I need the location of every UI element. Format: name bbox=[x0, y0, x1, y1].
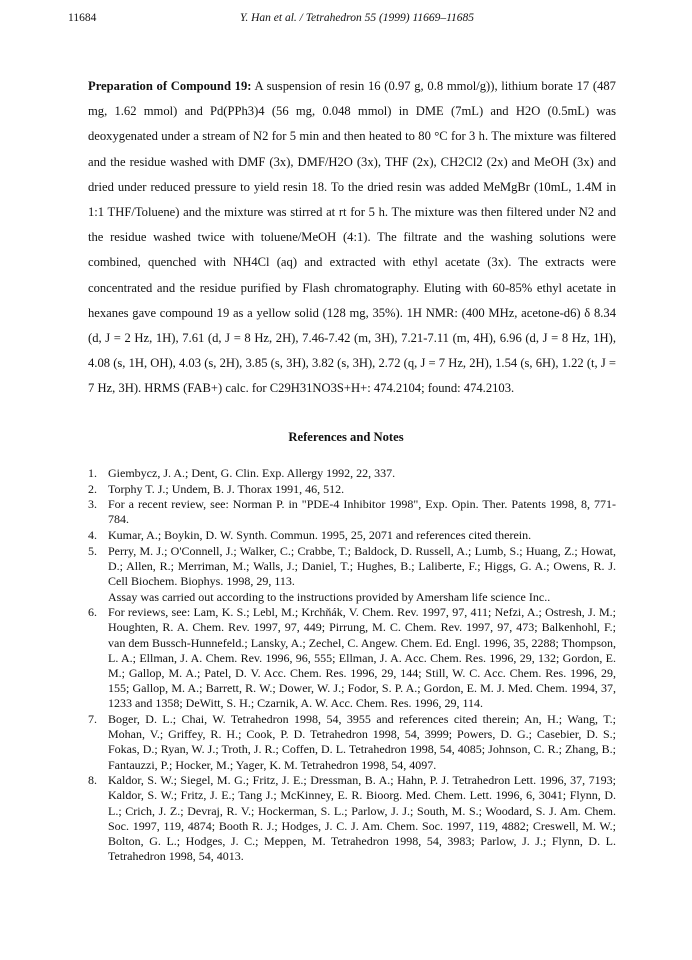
reference-text: Kaldor, S. W.; Siegel, M. G.; Fritz, J. E.; Dressman, B. A.; Hahn, P. J. Tetrahedron Lett. 1996, 37, 7193; Kaldor, S. W.; Fritz, J. E.; Tang J.; McKinney, E. R. Bioorg. Med. Chem. Lett. 1996, 6, 3041; Flynn, D. L.; Crich, J. Z.; Devraj, R. V.; Hockerman, S. L.; Parlow, J. J.; South, M. S.; Woodard, S. J. Am. Chem. Soc. 1997, 119, 4874; Booth R. J.; Hodges, J. C. J. Am. Chem. Soc. 1997, 119, 4882; Creswell, M. W.; Bolton, G. L.; Hodges, J. C.; Meppen, M. Tetrahedron 1998, 54, 3983; Parlow, J. J.; Flynn, D. L. Tetrahedron 1998, 54, 4013. bbox=[108, 773, 616, 864]
reference-text: Kumar, A.; Boykin, D. W. Synth. Commun. 1995, 25, 2071 and references cited therein. bbox=[108, 527, 532, 542]
reference-number: 6. bbox=[88, 605, 97, 620]
reference-item bbox=[88, 773, 616, 864]
journal-citation: Y. Han et al. / Tetrahedron 55 (1999) 11669–11685 bbox=[240, 12, 475, 24]
reference-number: 4. bbox=[88, 527, 97, 542]
reference-text: For a recent review, see: Norman P. in "PDE-4 Inhibitor 1998", Exp. Opin. Ther. Patents 1998, 8, 771-784. bbox=[108, 497, 616, 527]
reference-text: Giembycz, J. A.; Dent, G. Clin. Exp. Allergy 1992, 22, 337. bbox=[108, 466, 396, 480]
reference-item bbox=[88, 712, 616, 773]
references-heading: References and Notes bbox=[288, 430, 404, 444]
reference-number: 8. bbox=[88, 773, 97, 788]
reference-item bbox=[88, 482, 616, 497]
reference-number: 5. bbox=[88, 543, 97, 558]
reference-text: For reviews, see: Lam, K. S.; Lebl, M.; Krchňák, V. Chem. Rev. 1997, 97, 411; Nefzi, A.; Ostresh, J. M.; Houghten, R. A. Chem. Rev. 1997, 97, 449; Pirrung, M. C. Chem. Rev. 1997, 97, 473; Balkenhohl, F.; van dem Bussch-Hunnefeld.; Lansky, A.; Zechel, C. Angew. Chem. Ed. Engl. 1996, 35, 2288; Thompson, L. A.; Ellman, J. A. Chem. Rev. 1996, 96, 555; Ellman, J. A. Acc. Chem. Res. 1996, 29, 132; Gordon, E. M.; Gallop, M. A.; Patel, D. V. Acc. Chem. Res. 1996, 29, 144; Still, W. C. Acc. Chem. Res. 1996, 29, 155; Gallop, M. A.; Barrett, R. W.; Dower, W. J.; Fodor, S. P. A.; Gordon, E. M. J. Med. Chem. 1994, 37, 1233 and 1358; DeWitt, S. H.; Czarnik, A. W. Acc. Chem. Res. 1996, 29, 114. bbox=[108, 605, 616, 711]
procedure-paragraph bbox=[88, 74, 616, 402]
page-number: 11684 bbox=[68, 12, 97, 24]
reference-item bbox=[88, 466, 616, 481]
reference-number: 7. bbox=[88, 711, 97, 726]
procedure-heading: Preparation of Compound 19: bbox=[88, 79, 252, 93]
reference-item bbox=[88, 497, 616, 527]
running-head bbox=[68, 12, 634, 28]
reference-text: Torphy T. J.; Undem, B. J. Thorax 1991, 46, 512. bbox=[108, 481, 345, 496]
reference-note: Assay was carried out according to the instructions provided by Amersham life science Inc.. bbox=[108, 589, 551, 604]
reference-text: Boger, D. L.; Chai, W. Tetrahedron 1998, 54, 3955 and references cited therein; An, H.; Wang, T.; Mohan, V.; Griffey, R. H.; Cook, P. D. Tetrahedron 1998, 54, 3999; Powers, D. G.; Casebier, D. S.; Fokas, D.; Ryan, W. J.; Troth, J. R.; Coffen, D. L. Tetrahedron 1998, 54, 4085; Johnson, C. R.; Zhang, B.; Fantauzzi, P.; Hocker, M.; Yager, K. M. Tetrahedron 1998, 54, 4097. bbox=[108, 711, 616, 772]
procedure-text: A suspension of resin 16 (0.97 g, 0.8 mmol/g)), lithium borate 17 (487 mg, 1.62 mmol) and Pd(PPh3)4 (56 mg, 0.048 mmol) in DME (7mL) and H2O (0.5mL) was deoxygenated under a stream of N2 for 5 min and then heated to 80 °C for 3 h. The mixture was filtered and the residue washed with DMF (3x), DMF/H2O (3x), THF (2x), CH2Cl2 (2x) and MeOH (3x) and dried under reduced pressure to yield resin 18. To the dried resin was added MeMgBr (10mL, 1.4M in 1:1 THF/Toluene) and the mixture was stirred at rt for 5 h. The mixture was then filtered under N2 and the residue washed twice with toluene/MeOH (4:1). The filtrate and the washing solutions were combined, quenched with NH4Cl (aq) and extracted with ethyl acetate (3x). The extracts were concentrated and the residue purified by Flash chromatography. Eluting with 60-85% ethyl acetate in hexanes gave compound 19 as a yellow solid (128 mg, 35%). 1H NMR: (400 MHz, acetone-d6) δ 8.34 (d, J = 2 Hz, 1H), 7.61 (d, J = 8 Hz, 2H), 7.46-7.42 (m, 3H), 7.21-7.11 (m, 4H), 6.96 (d, J = 8 Hz, 1H), 4.08 (s, 1H, OH), 4.03 (s, 2H), 3.85 (s, 3H), 3.82 (s, 3H), 2.72 (q, J = 7 Hz, 2H), 1.54 (s, 6H), 1.22 (t, J = 7 Hz, 3H). HRMS (FAB+) calc. for C29H31NO3S+H+: 474.2104; found: 474.2103. bbox=[88, 79, 616, 396]
reference-text: Perry, M. J.; O'Connell, J.; Walker, C.; Crabbe, T.; Baldock, D. Russell, A.; Lumb, S.; Huang, Z.; Howat, D.; Allen, R.; Merriman, M.; Walls, J.; Daniel, T.; Hughes, B.; Laliberte, F.; Higgs, G. A.; Owens, R. J. Cell Biochem. Biophys. 1998, 29, 113. bbox=[108, 543, 616, 588]
reference-item bbox=[88, 528, 616, 543]
references-list bbox=[88, 466, 616, 865]
reference-item bbox=[88, 544, 616, 590]
reference-number: 1. bbox=[88, 466, 97, 480]
reference-item bbox=[88, 605, 616, 711]
reference-number: 3. bbox=[88, 497, 97, 512]
reference-number: 2. bbox=[88, 481, 97, 496]
